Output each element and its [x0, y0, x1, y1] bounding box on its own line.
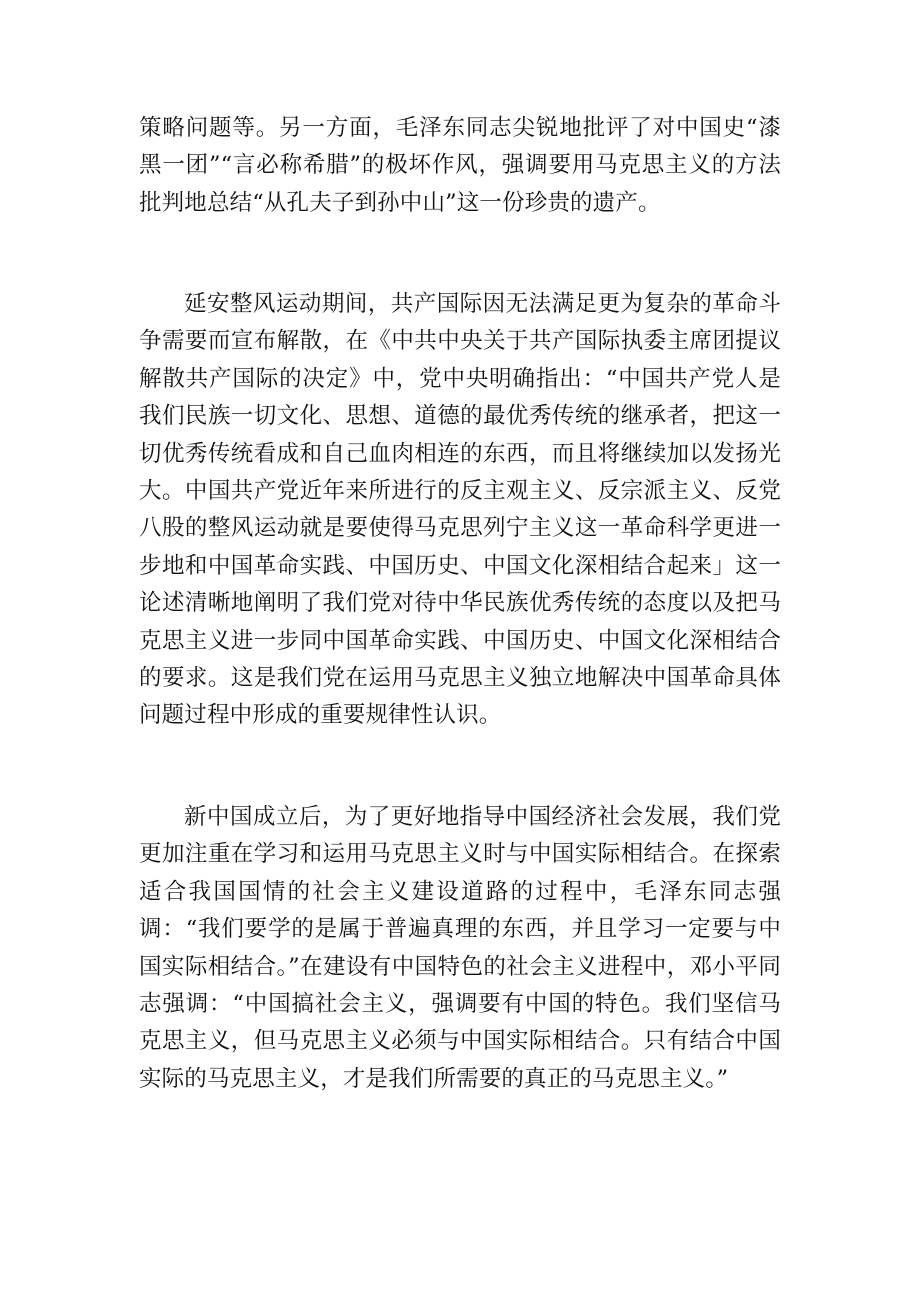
- paragraph-3: 新中国成立后，为了更好地指导中国经济社会发展，我们党更加注重在学习和运用马克思主义时与中国实际相结合。在探索适合我国国情的社会主义建设道路的过程中，毛泽东同志强调：“我们要学的是属于普遍真理的东西，并且学习一定要与中国实际相结合。”在建设有中国特色的社会主义进程中，邓小平同志强调：“中国搞社会主义，强调要有中国的特色。我们坚信马克思主义，但马克思主义必须与中国实际相结合。只有结合中国实际的马克思主义，才是我们所需要的真正的马克思主义。”: [139, 804, 781, 1092]
- paragraph-1: 策略问题等。另一方面，毛泽东同志尖锐地批评了对中国史“漆黑一团”“言必称希腊”的极坏作风，强调要用马克思主义的方法批判地总结“从孔夫子到孙中山”这一份珍贵的遗产。: [139, 115, 781, 216]
- paragraph-2: 延安整风运动期间，共产国际因无法满足更为复杂的革命斗争需要而宣布解散，在《中共中央关于共产国际执委主席团提议解散共产国际的决定》中，党中央明确指出：“中国共产党人是我们民族一切文化、思想、道德的最优秀传统的继承者，把这一切优秀传统看成和自己血肉相连的东西，而且将继续加以发扬光大。中国共产党近年来所进行的反主观主义、反宗派主义、反党八股的整风运动就是要使得马克思列宁主义这一革命科学更进一步地和中国革命实践、中国历史、中国文化深相结合起来」这一论述清晰地阐明了我们党对待中华民族优秀传统的态度以及把马克思主义进一步同中国革命实践、中国历史、中国文化深相结合的要求。这是我们党在运用马克思主义独立地解决中国革命具体问题过程中形成的重要规律性认识。: [139, 291, 781, 729]
